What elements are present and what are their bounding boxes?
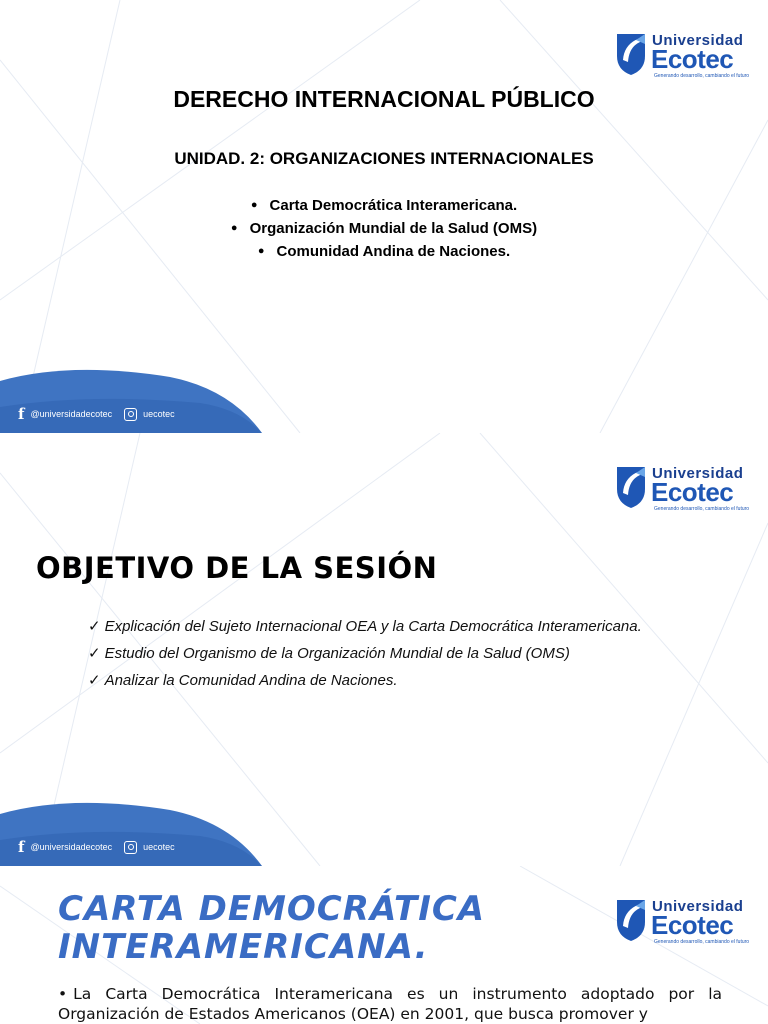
logo-tagline: Generando desarrollo, cambiando el futuro xyxy=(654,73,750,79)
facebook-handle[interactable]: @universidadecotec xyxy=(30,409,113,419)
facebook-handle[interactable]: @universidadecotec xyxy=(30,842,113,852)
facebook-icon[interactable]: f xyxy=(18,405,25,423)
bullet-icon: • xyxy=(58,985,68,1003)
ecotec-shield-icon xyxy=(614,463,648,509)
objective-list xyxy=(88,613,642,694)
ecotec-logo xyxy=(614,30,754,80)
logo-top-text: Universidad xyxy=(652,898,744,915)
footer-band xyxy=(0,796,768,866)
checkmark-icon: ✓ xyxy=(88,645,101,662)
logo-top-text: Universidad xyxy=(652,465,744,482)
instagram-handle[interactable]: uecotec xyxy=(143,409,175,419)
instagram-icon[interactable] xyxy=(124,408,137,421)
topic-list xyxy=(0,194,768,263)
slide-subtitle: UNIDAD. 2: ORGANIZACIONES INTERNACIONALES xyxy=(174,149,594,168)
objective-item: ✓ Explicación del Sujeto Internacional OEA y la Carta Democrática Interamericana. xyxy=(88,618,642,635)
bullet-icon: ● xyxy=(257,245,265,257)
social-links xyxy=(18,404,175,424)
logo-tagline: Generando desarrollo, cambiando el futuro xyxy=(654,506,750,512)
footer-band xyxy=(0,363,768,433)
bullet-icon: ● xyxy=(250,199,258,211)
ecotec-shield-icon xyxy=(614,896,648,942)
slide-title: DERECHO INTERNACIONAL PÚBLICO xyxy=(173,86,595,112)
checkmark-icon: ✓ xyxy=(88,672,101,689)
slide-3 xyxy=(0,866,768,1024)
logo-tagline: Generando desarrollo, cambiando el futuro xyxy=(654,939,750,945)
instagram-icon[interactable] xyxy=(124,841,137,854)
logo-main-text: Ecotec xyxy=(651,44,734,74)
objective-item: ✓ Estudio del Organismo de la Organización Mundial de la Salud (OMS) xyxy=(88,645,570,662)
facebook-icon[interactable]: f xyxy=(18,838,25,856)
bullet-icon: ● xyxy=(230,222,238,234)
objective-item: ✓ Analizar la Comunidad Andina de Naciones. xyxy=(88,672,398,689)
topic-item: ● Organización Mundial de la Salud (OMS) xyxy=(230,220,538,237)
logo-top-text: Universidad xyxy=(652,32,744,49)
topic-item: ● Comunidad Andina de Naciones. xyxy=(257,243,511,260)
logo-main-text: Ecotec xyxy=(651,477,734,507)
slide-title xyxy=(58,890,485,966)
checkmark-icon: ✓ xyxy=(88,618,101,635)
ecotec-logo xyxy=(614,463,754,513)
title-line: CARTA DEMOCRÁTICA xyxy=(58,889,486,929)
slide-2 xyxy=(0,433,768,866)
instagram-handle[interactable]: uecotec xyxy=(143,842,175,852)
ecotec-shield-icon xyxy=(614,30,648,76)
slide-1 xyxy=(0,0,768,433)
body-paragraph: • La Carta Democrática Interamericana es un instrumento adoptado por la Organización de Estados Americanos (OEA) en 2001, que busca promover y xyxy=(58,985,722,1023)
slide-title: OBJETIVO DE LA SESIÓN xyxy=(36,551,438,585)
title-line: INTERAMERICANA. xyxy=(58,927,429,967)
topic-item: ● Carta Democrática Interamericana. xyxy=(250,197,518,214)
ecotec-logo xyxy=(614,896,754,946)
social-links xyxy=(18,837,175,857)
logo-main-text: Ecotec xyxy=(651,910,734,940)
